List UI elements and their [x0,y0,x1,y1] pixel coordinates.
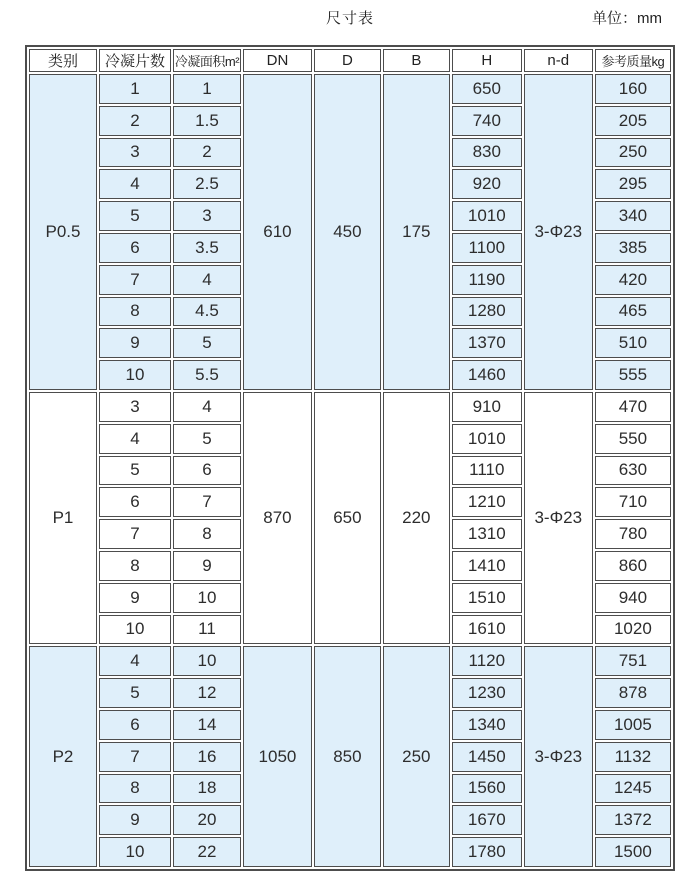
top-bar [0,0,700,45]
cell-pieces: 5 [99,201,171,231]
cell-weight: 1245 [595,774,671,804]
cell-weight: 1500 [595,837,671,867]
cell-weight: 780 [595,519,671,549]
cell-h: 920 [452,169,522,199]
cell-weight: 555 [595,360,671,390]
cell-pieces: 6 [99,487,171,517]
cell-weight: 295 [595,169,671,199]
cell-weight: 630 [595,456,671,486]
table-row [29,74,671,104]
cell-area: 8 [173,519,241,549]
cell-weight: 710 [595,487,671,517]
cell-area: 1.5 [173,106,241,136]
cell-h: 1230 [452,678,522,708]
cell-pieces: 3 [99,392,171,422]
unit-label: 单位：mm [592,10,662,27]
cell-category: P2 [29,646,97,867]
cell-pieces: 7 [99,265,171,295]
cell-area: 2.5 [173,169,241,199]
cell-weight: 250 [595,138,671,168]
cell-b: 175 [383,74,450,390]
page-title: 尺寸表 [325,10,374,27]
col-header-area: 冷凝面积m² [173,49,241,72]
cell-area: 5.5 [173,360,241,390]
col-header-b: B [383,49,450,72]
cell-pieces: 4 [99,646,171,676]
cell-h: 740 [452,106,522,136]
cell-area: 14 [173,710,241,740]
cell-h: 1610 [452,615,522,645]
cell-d: 650 [314,392,381,644]
cell-b: 220 [383,392,450,644]
cell-pieces: 9 [99,328,171,358]
cell-pieces: 3 [99,138,171,168]
cell-h: 1190 [452,265,522,295]
cell-pieces: 9 [99,805,171,835]
cell-weight: 205 [595,106,671,136]
cell-area: 3.5 [173,233,241,263]
cell-h: 1560 [452,774,522,804]
cell-h: 1280 [452,297,522,327]
cell-area: 20 [173,805,241,835]
cell-area: 16 [173,742,241,772]
cell-weight: 160 [595,74,671,104]
cell-weight: 1005 [595,710,671,740]
cell-weight: 1372 [595,805,671,835]
cell-weight: 751 [595,646,671,676]
cell-pieces: 5 [99,678,171,708]
cell-pieces: 6 [99,710,171,740]
cell-area: 5 [173,328,241,358]
cell-category: P1 [29,392,97,644]
cell-h: 1450 [452,742,522,772]
cell-pieces: 4 [99,169,171,199]
cell-area: 6 [173,456,241,486]
cell-h: 1010 [452,424,522,454]
cell-h: 1100 [452,233,522,263]
col-header-weight: 参考质量kg [595,49,671,72]
cell-weight: 878 [595,678,671,708]
cell-pieces: 6 [99,233,171,263]
col-header-pieces: 冷凝片数 [99,49,171,72]
table-row [29,646,671,676]
cell-area: 5 [173,424,241,454]
cell-h: 1510 [452,583,522,613]
cell-pieces: 4 [99,424,171,454]
cell-weight: 1020 [595,615,671,645]
cell-h: 1010 [452,201,522,231]
cell-area: 1 [173,74,241,104]
cell-weight: 465 [595,297,671,327]
cell-area: 12 [173,678,241,708]
cell-h: 1210 [452,487,522,517]
cell-weight: 550 [595,424,671,454]
cell-h: 1370 [452,328,522,358]
cell-weight: 470 [595,392,671,422]
cell-weight: 940 [595,583,671,613]
cell-h: 1460 [452,360,522,390]
cell-h: 1340 [452,710,522,740]
cell-area: 11 [173,615,241,645]
cell-pieces: 7 [99,742,171,772]
cell-area: 4 [173,392,241,422]
cell-d: 850 [314,646,381,867]
cell-pieces: 10 [99,837,171,867]
cell-h: 1110 [452,456,522,486]
cell-nd: 3-Φ23 [524,392,593,644]
cell-pieces: 9 [99,583,171,613]
cell-area: 4 [173,265,241,295]
cell-pieces: 10 [99,360,171,390]
cell-weight: 420 [595,265,671,295]
cell-b: 250 [383,646,450,867]
cell-h: 1780 [452,837,522,867]
cell-dn: 1050 [243,646,312,867]
cell-weight: 1132 [595,742,671,772]
cell-pieces: 1 [99,74,171,104]
col-header-d: D [314,49,381,72]
cell-h: 1310 [452,519,522,549]
cell-dn: 610 [243,74,312,390]
cell-weight: 385 [595,233,671,263]
cell-h: 910 [452,392,522,422]
cell-pieces: 7 [99,519,171,549]
cell-area: 9 [173,551,241,581]
cell-pieces: 8 [99,551,171,581]
col-header-h: H [452,49,522,72]
cell-weight: 510 [595,328,671,358]
cell-pieces: 10 [99,615,171,645]
cell-area: 3 [173,201,241,231]
cell-weight: 860 [595,551,671,581]
cell-nd: 3-Φ23 [524,646,593,867]
cell-pieces: 8 [99,774,171,804]
cell-dn: 870 [243,392,312,644]
cell-area: 10 [173,583,241,613]
cell-area: 18 [173,774,241,804]
cell-h: 1120 [452,646,522,676]
header-row [29,49,671,72]
col-header-category: 类别 [29,49,97,72]
cell-h: 1670 [452,805,522,835]
cell-pieces: 8 [99,297,171,327]
cell-area: 7 [173,487,241,517]
dimension-table [25,45,675,871]
table-row [29,392,671,422]
cell-area: 4.5 [173,297,241,327]
cell-pieces: 2 [99,106,171,136]
cell-h: 650 [452,74,522,104]
cell-weight: 340 [595,201,671,231]
cell-area: 2 [173,138,241,168]
cell-area: 10 [173,646,241,676]
cell-area: 22 [173,837,241,867]
col-header-dn: DN [243,49,312,72]
cell-h: 830 [452,138,522,168]
cell-nd: 3-Φ23 [524,74,593,390]
cell-pieces: 5 [99,456,171,486]
cell-category: P0.5 [29,74,97,390]
cell-d: 450 [314,74,381,390]
cell-h: 1410 [452,551,522,581]
col-header-nd: n-d [524,49,593,72]
